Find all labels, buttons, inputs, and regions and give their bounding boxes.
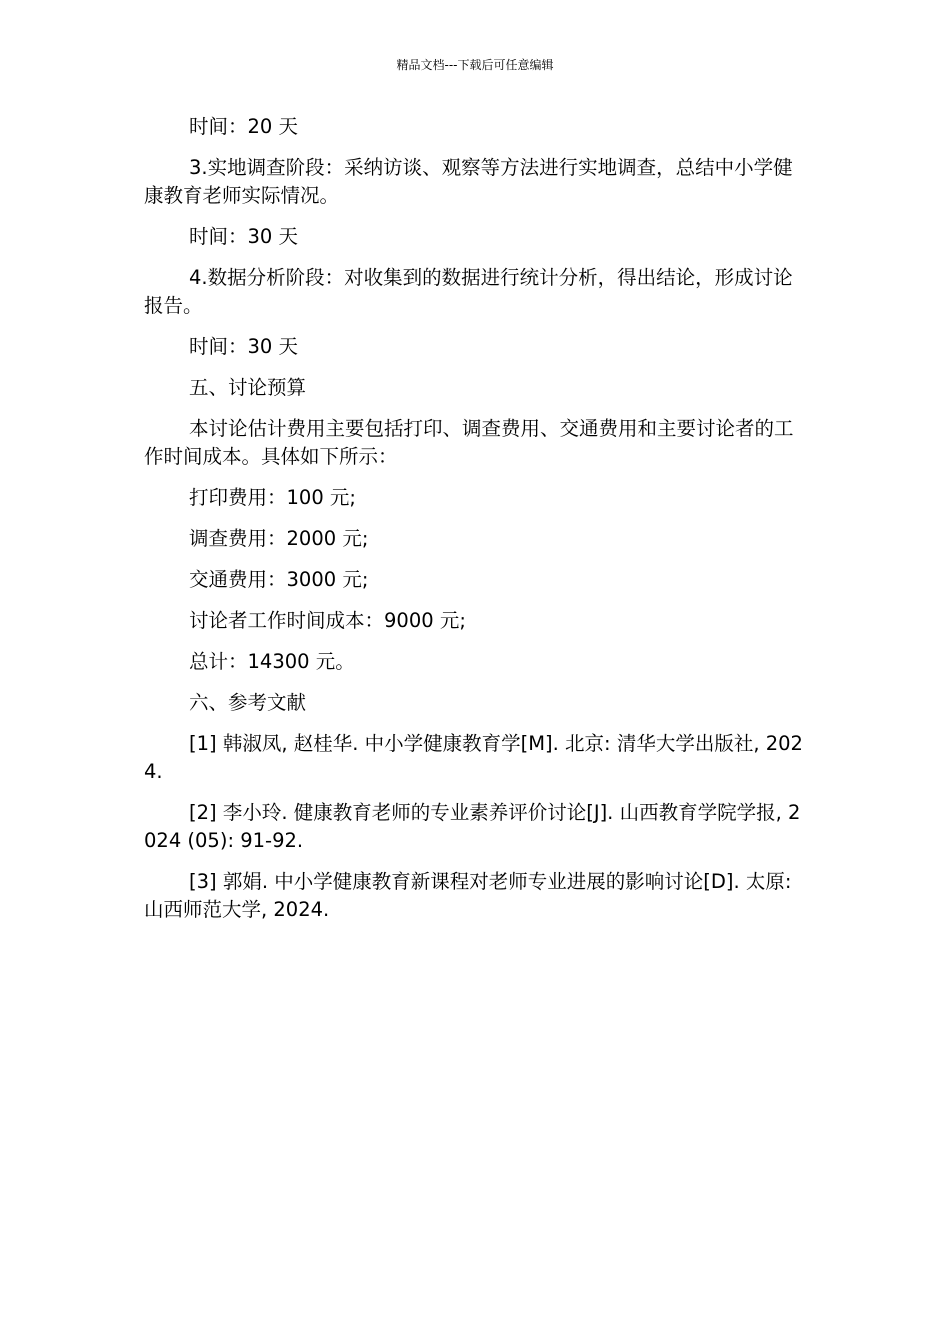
section-heading-references: 六、参考文献 xyxy=(189,691,307,714)
document-body xyxy=(144,113,806,937)
paragraph-field-survey-stage: 3.实地调查阶段：采纳访谈、观察等方法进行实地调查，总结中小学健康教育老师实际情况。 xyxy=(144,156,793,207)
reference-item-2: [2] 李小玲. 健康教育老师的专业素养评价讨论[J]. 山西教育学院学报, 2024 (05): 91-92. xyxy=(144,801,801,852)
reference-item-3: [3] 郭娟. 中小学健康教育新课程对老师专业进展的影响讨论[D]. 太原: 山西师范大学, 2024. xyxy=(144,870,792,921)
paragraph-time-20-days: 时间：20 天 xyxy=(189,115,299,138)
paragraph-time-30-days-b: 时间：30 天 xyxy=(189,335,299,358)
budget-item-printing: 打印费用：100 元; xyxy=(189,486,356,509)
budget-item-labor: 讨论者工作时间成本：9000 元; xyxy=(189,609,466,632)
section-heading-budget: 五、讨论预算 xyxy=(189,376,307,399)
paragraph-time-30-days-a: 时间：30 天 xyxy=(189,225,299,248)
paragraph-budget-intro: 本讨论估计费用主要包括打印、调查费用、交通费用和主要讨论者的工作时间成本。具体如下所示： xyxy=(144,417,794,468)
paragraph-data-analysis-stage: 4.数据分析阶段：对收集到的数据进行统计分析，得出结论，形成讨论报告。 xyxy=(144,266,793,317)
reference-item-1: [1] 韩淑凤, 赵桂华. 中小学健康教育学[M]. 北京: 清华大学出版社, 2024. xyxy=(144,732,803,783)
budget-item-survey: 调查费用：2000 元; xyxy=(189,527,369,550)
budget-total: 总计：14300 元。 xyxy=(189,650,355,673)
budget-item-transport: 交通费用：3000 元; xyxy=(189,568,369,591)
page-header: 精品文档---下载后可任意编辑 xyxy=(396,58,554,72)
